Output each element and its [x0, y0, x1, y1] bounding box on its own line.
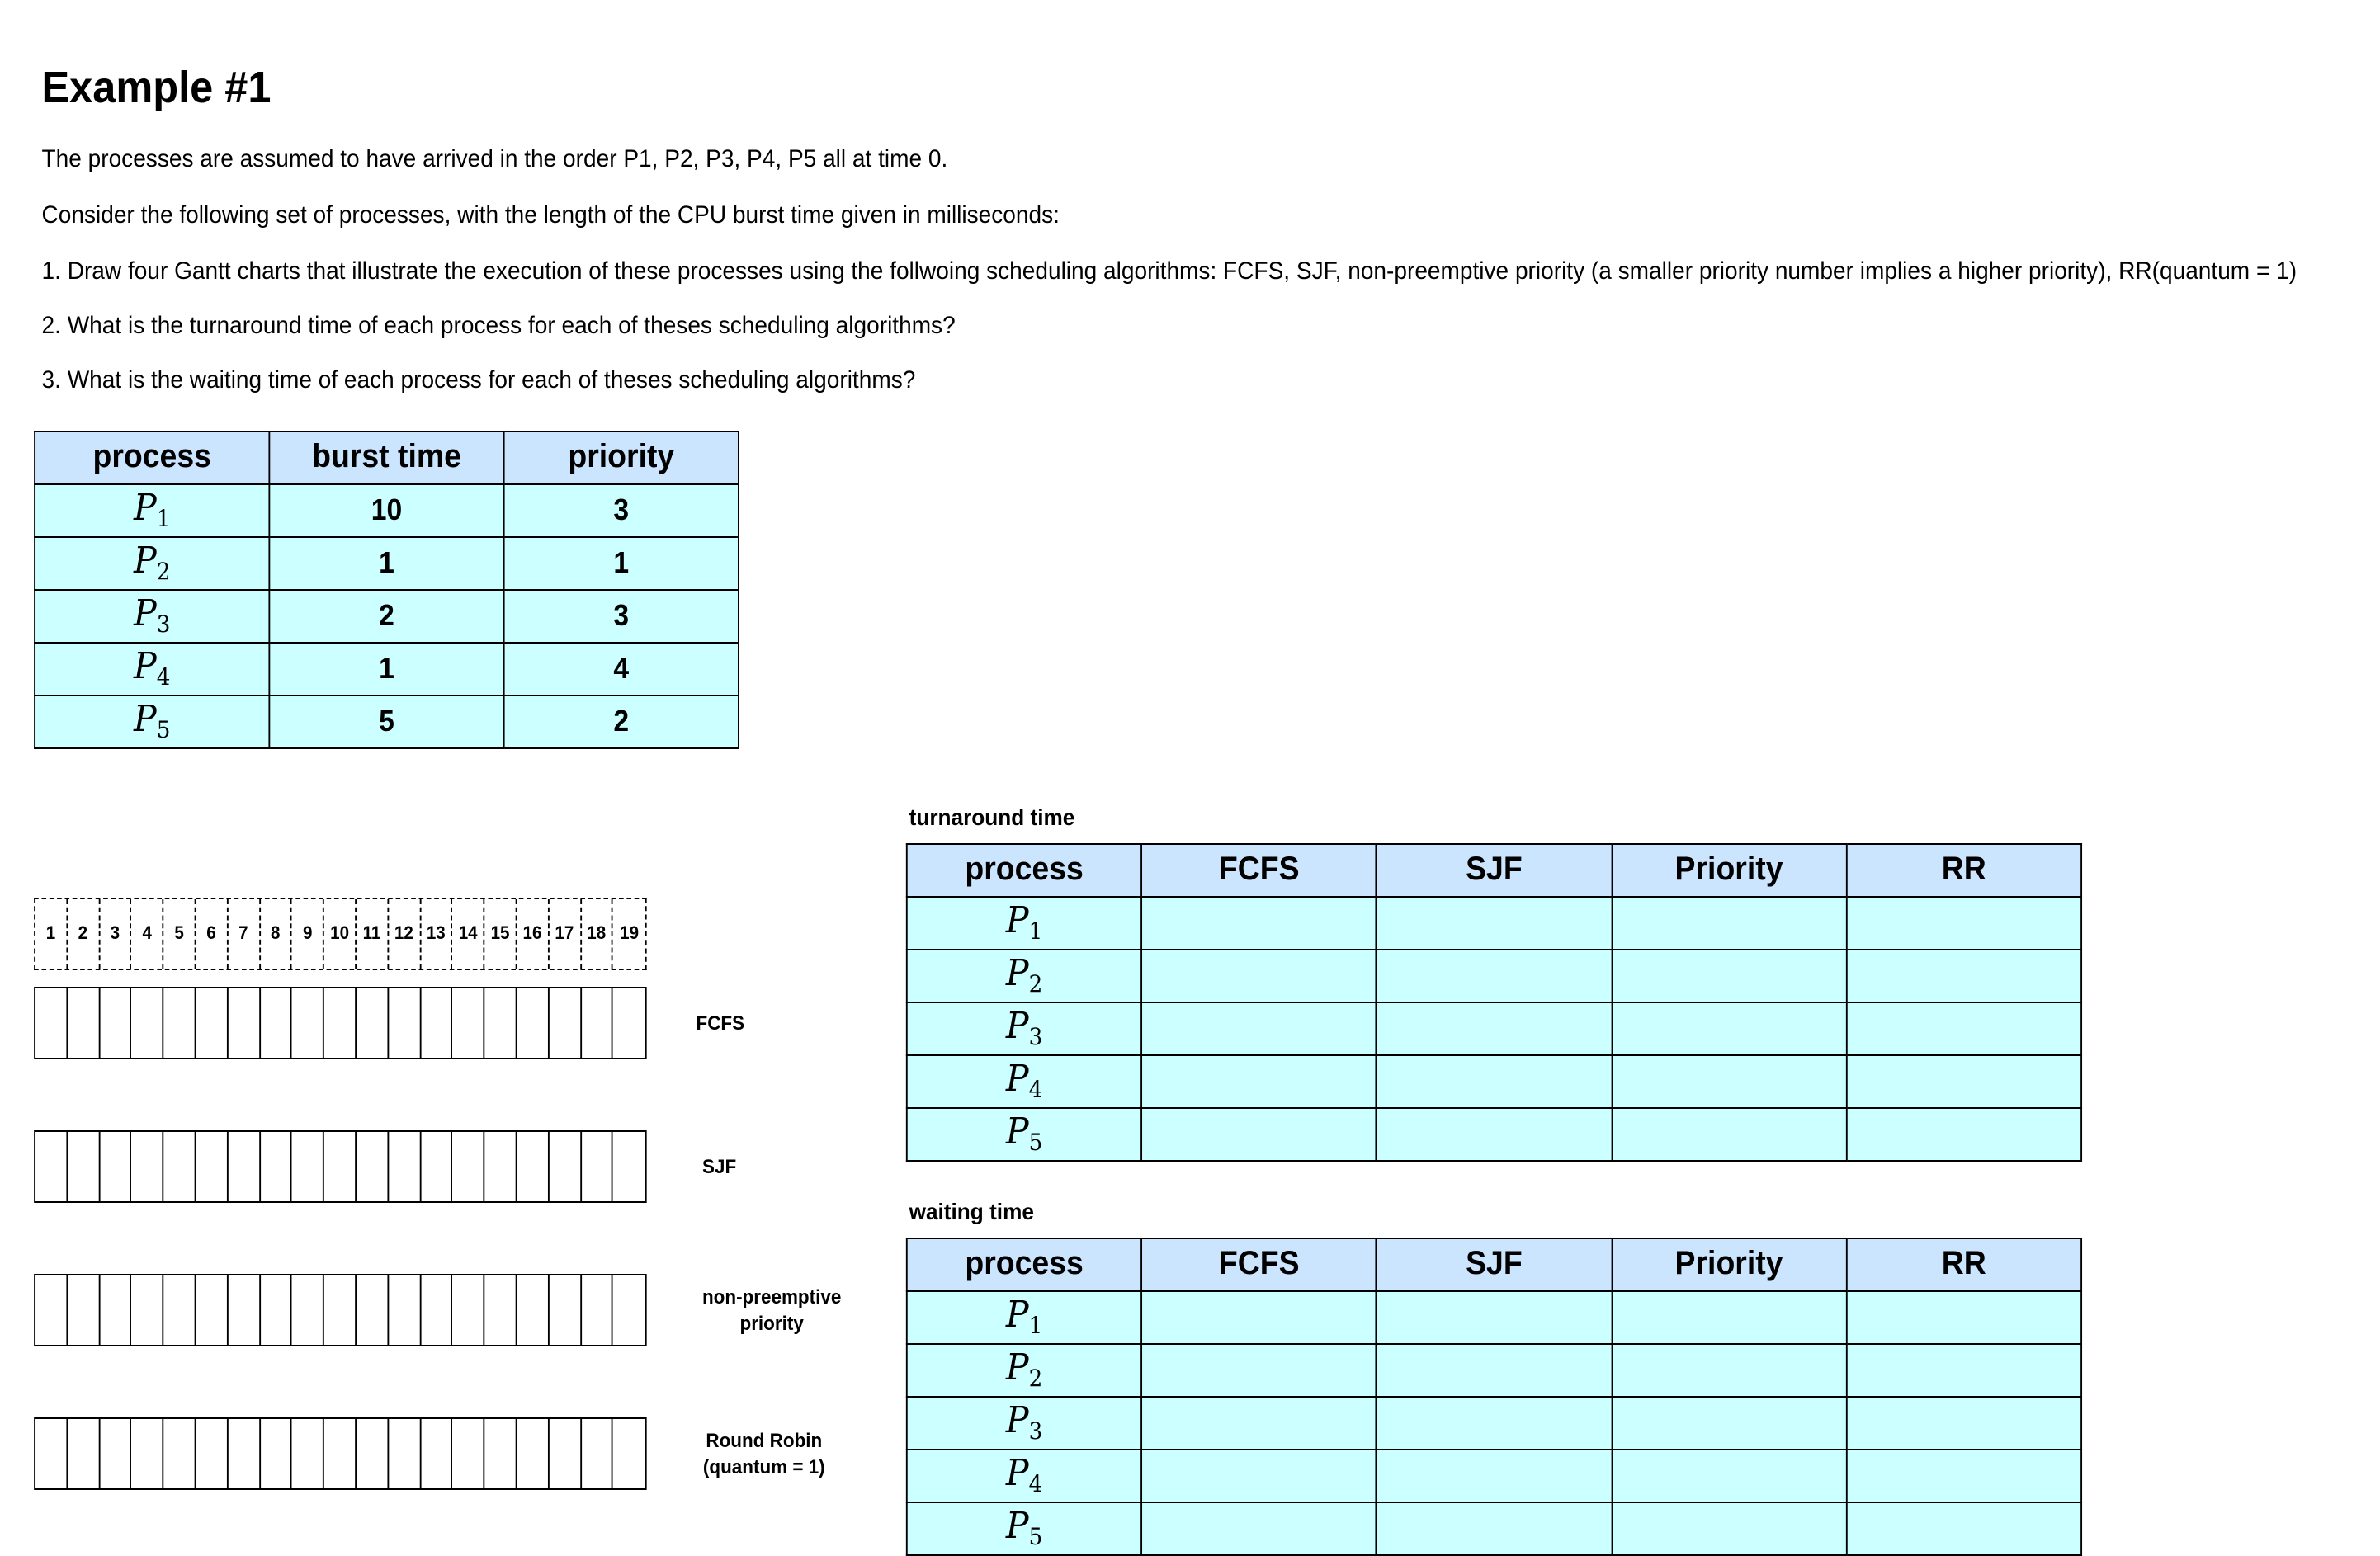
tick-label: 14: [453, 899, 485, 969]
answer-cell[interactable]: [1612, 950, 1847, 1002]
header-rr: RR: [1846, 1238, 2081, 1291]
answer-cell[interactable]: [1141, 1344, 1377, 1397]
header-sjf: SJF: [1377, 1238, 1612, 1291]
gantt-cell[interactable]: [100, 1419, 132, 1488]
gantt-label-priority-line1: non-preemptive: [701, 1285, 842, 1308]
answer-cell[interactable]: [1141, 1108, 1377, 1161]
gantt-cell[interactable]: [164, 1419, 196, 1488]
gantt-label-rr: [688, 1427, 839, 1480]
answer-cell[interactable]: [1846, 1344, 2081, 1397]
tick-label: 15: [485, 899, 517, 969]
answer-cell[interactable]: [1377, 1450, 1612, 1502]
gantt-cell[interactable]: [196, 988, 228, 1058]
process-name: $P_1$: [35, 484, 269, 537]
gantt-cell[interactable]: [164, 988, 196, 1058]
header-priority: priority: [504, 431, 739, 484]
gantt-cell[interactable]: [196, 1132, 228, 1201]
gantt-cell[interactable]: [421, 1419, 453, 1488]
tick-label: 12: [389, 899, 421, 969]
gantt-cell[interactable]: [260, 1132, 292, 1201]
process-name: $P_5$: [907, 1502, 1142, 1555]
gantt-cell[interactable]: [389, 1132, 421, 1201]
table-row: [35, 590, 739, 643]
burst-time-value: 5: [269, 695, 503, 748]
gantt-label-sjf: SJF: [701, 1155, 737, 1178]
gantt-cell[interactable]: [132, 988, 164, 1058]
gantt-cell[interactable]: [132, 1419, 164, 1488]
header-fcfs: FCFS: [1141, 844, 1377, 897]
process-table: [34, 431, 739, 749]
gantt-cell[interactable]: [35, 1419, 68, 1488]
gantt-cell[interactable]: [357, 1275, 389, 1345]
tick-label: 4: [132, 899, 164, 969]
process-name: $P_2$: [35, 537, 269, 590]
answer-cell[interactable]: [1846, 1397, 2081, 1450]
tick-label: 19: [620, 924, 640, 944]
answer-cell[interactable]: [1846, 1450, 2081, 1502]
gantt-cell[interactable]: [68, 1275, 100, 1345]
tick-label: 1: [35, 899, 68, 969]
process-name: $P_5$: [35, 695, 269, 748]
gantt-cell[interactable]: [549, 1132, 581, 1201]
gantt-cell[interactable]: [132, 1275, 164, 1345]
header-process: process: [907, 844, 1142, 897]
gantt-cell[interactable]: [581, 1419, 613, 1488]
process-name: $P_2$: [907, 950, 1142, 1002]
gantt-cell[interactable]: [164, 1275, 196, 1345]
gantt-cell[interactable]: [132, 1132, 164, 1201]
gantt-cell[interactable]: [260, 1419, 292, 1488]
table-row: [907, 897, 2081, 950]
text-line-3: 1. Draw four Gantt charts that illustrate the execution of these processes using the follwoing scheduling algorithms: FCFS, SJF, non-preemptive priority (a smaller priority number implies a higher priority), RR(quantum = 1): [41, 257, 2297, 285]
gantt-cell[interactable]: [100, 988, 132, 1058]
answer-cell[interactable]: [1141, 1502, 1377, 1555]
process-name: $P_3$: [35, 590, 269, 643]
gantt-cell[interactable]: [453, 988, 485, 1058]
header-priority: Priority: [1612, 1238, 1847, 1291]
tick-label: 13: [421, 899, 453, 969]
gantt-cell[interactable]: [549, 988, 581, 1058]
answer-cell[interactable]: [1612, 897, 1847, 950]
answer-cell[interactable]: [1612, 1108, 1847, 1161]
gantt-cell[interactable]: [421, 1132, 453, 1201]
answer-cell[interactable]: [1846, 950, 2081, 1002]
gantt-cell[interactable]: [292, 1419, 324, 1488]
header-sjf: SJF: [1377, 844, 1612, 897]
tick-label: 8: [260, 899, 292, 969]
gantt-cell[interactable]: [324, 1132, 357, 1201]
table-row: [907, 1502, 2081, 1555]
table-row: [907, 1344, 2081, 1397]
answer-cell[interactable]: [1846, 1502, 2081, 1555]
gantt-cell[interactable]: [485, 988, 517, 1058]
process-name: $P_4$: [907, 1055, 1142, 1108]
table-row: [907, 950, 2081, 1002]
gantt-cell[interactable]: [357, 988, 389, 1058]
gantt-cell[interactable]: [389, 1419, 421, 1488]
gantt-fcfs: [34, 987, 647, 1059]
answer-cell[interactable]: [1846, 1108, 2081, 1161]
text-line-1: The processes are assumed to have arrived in the order P1, P2, P3, P4, P5 all at time 0.: [41, 145, 948, 173]
table-row: [35, 695, 739, 748]
table-row: [907, 1450, 2081, 1502]
gantt-cell[interactable]: [453, 1132, 485, 1201]
answer-cell[interactable]: [1141, 1291, 1377, 1344]
answer-cell[interactable]: [1377, 1291, 1612, 1344]
answer-cell[interactable]: [1377, 1108, 1612, 1161]
tick-label: 2: [68, 899, 100, 969]
priority-value: 1: [504, 537, 739, 590]
gantt-cell[interactable]: [581, 988, 613, 1058]
answer-cell[interactable]: [1846, 1291, 2081, 1344]
answer-cell[interactable]: [1377, 1502, 1612, 1555]
tick-label: 11: [357, 899, 389, 969]
gantt-cell[interactable]: [228, 1275, 260, 1345]
waiting-label: waiting time: [909, 1198, 1034, 1224]
gantt-cell[interactable]: [517, 988, 549, 1058]
gantt-cell[interactable]: [485, 1132, 517, 1201]
answer-cell[interactable]: [1612, 1291, 1847, 1344]
burst-time-value: 2: [269, 590, 503, 643]
tick-label: 18: [581, 899, 613, 969]
tick-label: 5: [164, 899, 196, 969]
page-title: Example #1: [41, 63, 272, 112]
gantt-cell[interactable]: [68, 1419, 100, 1488]
process-name: $P_1$: [907, 1291, 1142, 1344]
turnaround-label: turnaround time: [909, 804, 1075, 830]
gantt-cell[interactable]: [485, 1419, 517, 1488]
gantt-cell[interactable]: [100, 1132, 132, 1201]
gantt-cell[interactable]: [324, 1419, 357, 1488]
gantt-rr: [34, 1417, 647, 1490]
gantt-cell[interactable]: [260, 1275, 292, 1345]
answer-cell[interactable]: [1141, 950, 1377, 1002]
tick-label: 7: [228, 899, 260, 969]
gantt-label-fcfs: FCFS: [696, 1011, 745, 1035]
answer-cell[interactable]: [1846, 1055, 2081, 1108]
gantt-cell[interactable]: [164, 1132, 196, 1201]
burst-time-value: 10: [269, 484, 503, 537]
gantt-label-priority: [695, 1284, 849, 1337]
gantt-cell[interactable]: [196, 1419, 228, 1488]
gantt-cell[interactable]: [613, 1419, 645, 1488]
answer-cell[interactable]: [1612, 1055, 1847, 1108]
gantt-cell[interactable]: [453, 1275, 485, 1345]
answer-cell[interactable]: [1141, 1397, 1377, 1450]
gantt-cell[interactable]: [517, 1275, 549, 1345]
gantt-cell[interactable]: [581, 1132, 613, 1201]
tick-label: 9: [292, 899, 324, 969]
table-row: [907, 1055, 2081, 1108]
priority-value: 4: [504, 643, 739, 695]
gantt-cell[interactable]: [517, 1419, 549, 1488]
table-row: [907, 1291, 2081, 1344]
process-name: $P_3$: [907, 1002, 1142, 1055]
gantt-cell[interactable]: [389, 988, 421, 1058]
gantt-cell[interactable]: [100, 1275, 132, 1345]
priority-value: 3: [504, 484, 739, 537]
gantt-label-priority-line2: priority: [739, 1312, 804, 1335]
gantt-cell[interactable]: [292, 1132, 324, 1201]
gantt-cell[interactable]: [613, 988, 645, 1058]
answer-cell[interactable]: [1846, 897, 2081, 950]
burst-time-value: 1: [269, 643, 503, 695]
answer-cell[interactable]: [1377, 1344, 1612, 1397]
answer-cell[interactable]: [1612, 1450, 1847, 1502]
turnaround-table: [906, 843, 2082, 1162]
gantt-cell[interactable]: [421, 988, 453, 1058]
process-name: $P_4$: [907, 1450, 1142, 1502]
gantt-cell[interactable]: [613, 1132, 645, 1201]
table-row: [35, 643, 739, 695]
burst-time-value: 1: [269, 537, 503, 590]
process-name: $P_1$: [907, 897, 1142, 950]
priority-value: 3: [504, 590, 739, 643]
header-rr: RR: [1846, 844, 2081, 897]
gantt-cell[interactable]: [357, 1132, 389, 1201]
gantt-cell[interactable]: [260, 988, 292, 1058]
tick-label: 3: [100, 899, 132, 969]
tick-label: 6: [196, 899, 228, 969]
gantt-cell[interactable]: [324, 1275, 357, 1345]
gantt-cell[interactable]: [35, 988, 68, 1058]
gantt-cell[interactable]: [228, 988, 260, 1058]
table-row: [35, 484, 739, 537]
header-process: process: [35, 431, 269, 484]
gantt-label-rr-line1: Round Robin: [706, 1429, 823, 1452]
table-row: [907, 1397, 2081, 1450]
gantt-priority: [34, 1274, 647, 1346]
header-fcfs: FCFS: [1141, 1238, 1377, 1291]
gantt-cell[interactable]: [485, 1275, 517, 1345]
gantt-cell[interactable]: [389, 1275, 421, 1345]
answer-cell[interactable]: [1377, 1055, 1612, 1108]
answer-cell[interactable]: [1141, 1002, 1377, 1055]
table-row: [907, 1002, 2081, 1055]
gantt-label-rr-line2: (quantum = 1): [702, 1455, 825, 1478]
answer-cell[interactable]: [1377, 950, 1612, 1002]
gantt-cell[interactable]: [421, 1275, 453, 1345]
answer-cell[interactable]: [1377, 1002, 1612, 1055]
gantt-cell[interactable]: [35, 1132, 68, 1201]
header-priority: Priority: [1612, 844, 1847, 897]
gantt-cell[interactable]: [613, 1275, 645, 1345]
gantt-cell[interactable]: [357, 1419, 389, 1488]
header-burst-time: burst time: [269, 431, 503, 484]
answer-cell[interactable]: [1612, 1002, 1847, 1055]
answer-cell[interactable]: [1612, 1397, 1847, 1450]
text-line-5: 3. What is the waiting time of each process for each of theses scheduling algorithms?: [41, 366, 916, 394]
gantt-cell[interactable]: [35, 1275, 68, 1345]
answer-cell[interactable]: [1141, 1450, 1377, 1502]
gantt-cell[interactable]: [581, 1275, 613, 1345]
answer-cell[interactable]: [1377, 897, 1612, 950]
gantt-cell[interactable]: [68, 1132, 100, 1201]
text-line-4: 2. What is the turnaround time of each process for each of theses scheduling algorithms?: [41, 312, 956, 340]
gantt-cell[interactable]: [549, 1419, 581, 1488]
answer-cell[interactable]: [1846, 1002, 2081, 1055]
process-name: $P_4$: [35, 643, 269, 695]
gantt-cell[interactable]: [453, 1419, 485, 1488]
header-process: process: [907, 1238, 1142, 1291]
tick-label: 16: [517, 899, 549, 969]
gantt-cell[interactable]: [68, 988, 100, 1058]
text-line-2: Consider the following set of processes, with the length of the CPU burst time given in milliseconds:: [41, 201, 1060, 229]
answer-cell[interactable]: [1141, 897, 1377, 950]
waiting-table: [906, 1238, 2082, 1556]
gantt-cell[interactable]: [228, 1132, 260, 1201]
tick-label: 17: [549, 899, 581, 969]
gantt-cell[interactable]: [292, 988, 324, 1058]
answer-cell[interactable]: [1377, 1397, 1612, 1450]
tick-label: 10: [324, 899, 357, 969]
answer-cell[interactable]: [1612, 1502, 1847, 1555]
timeline-ticks: [34, 898, 647, 970]
gantt-cell[interactable]: [549, 1275, 581, 1345]
process-name: $P_3$: [907, 1397, 1142, 1450]
gantt-cell[interactable]: [517, 1132, 549, 1201]
table-row: [907, 1108, 2081, 1161]
process-name: $P_2$: [907, 1344, 1142, 1397]
gantt-cell[interactable]: [324, 988, 357, 1058]
process-name: $P_5$: [907, 1108, 1142, 1161]
gantt-sjf: [34, 1130, 647, 1203]
gantt-cell[interactable]: [196, 1275, 228, 1345]
gantt-cell[interactable]: [228, 1419, 260, 1488]
table-row: [35, 537, 739, 590]
gantt-cell[interactable]: [292, 1275, 324, 1345]
priority-value: 2: [504, 695, 739, 748]
answer-cell[interactable]: [1141, 1055, 1377, 1108]
answer-cell[interactable]: [1612, 1344, 1847, 1397]
